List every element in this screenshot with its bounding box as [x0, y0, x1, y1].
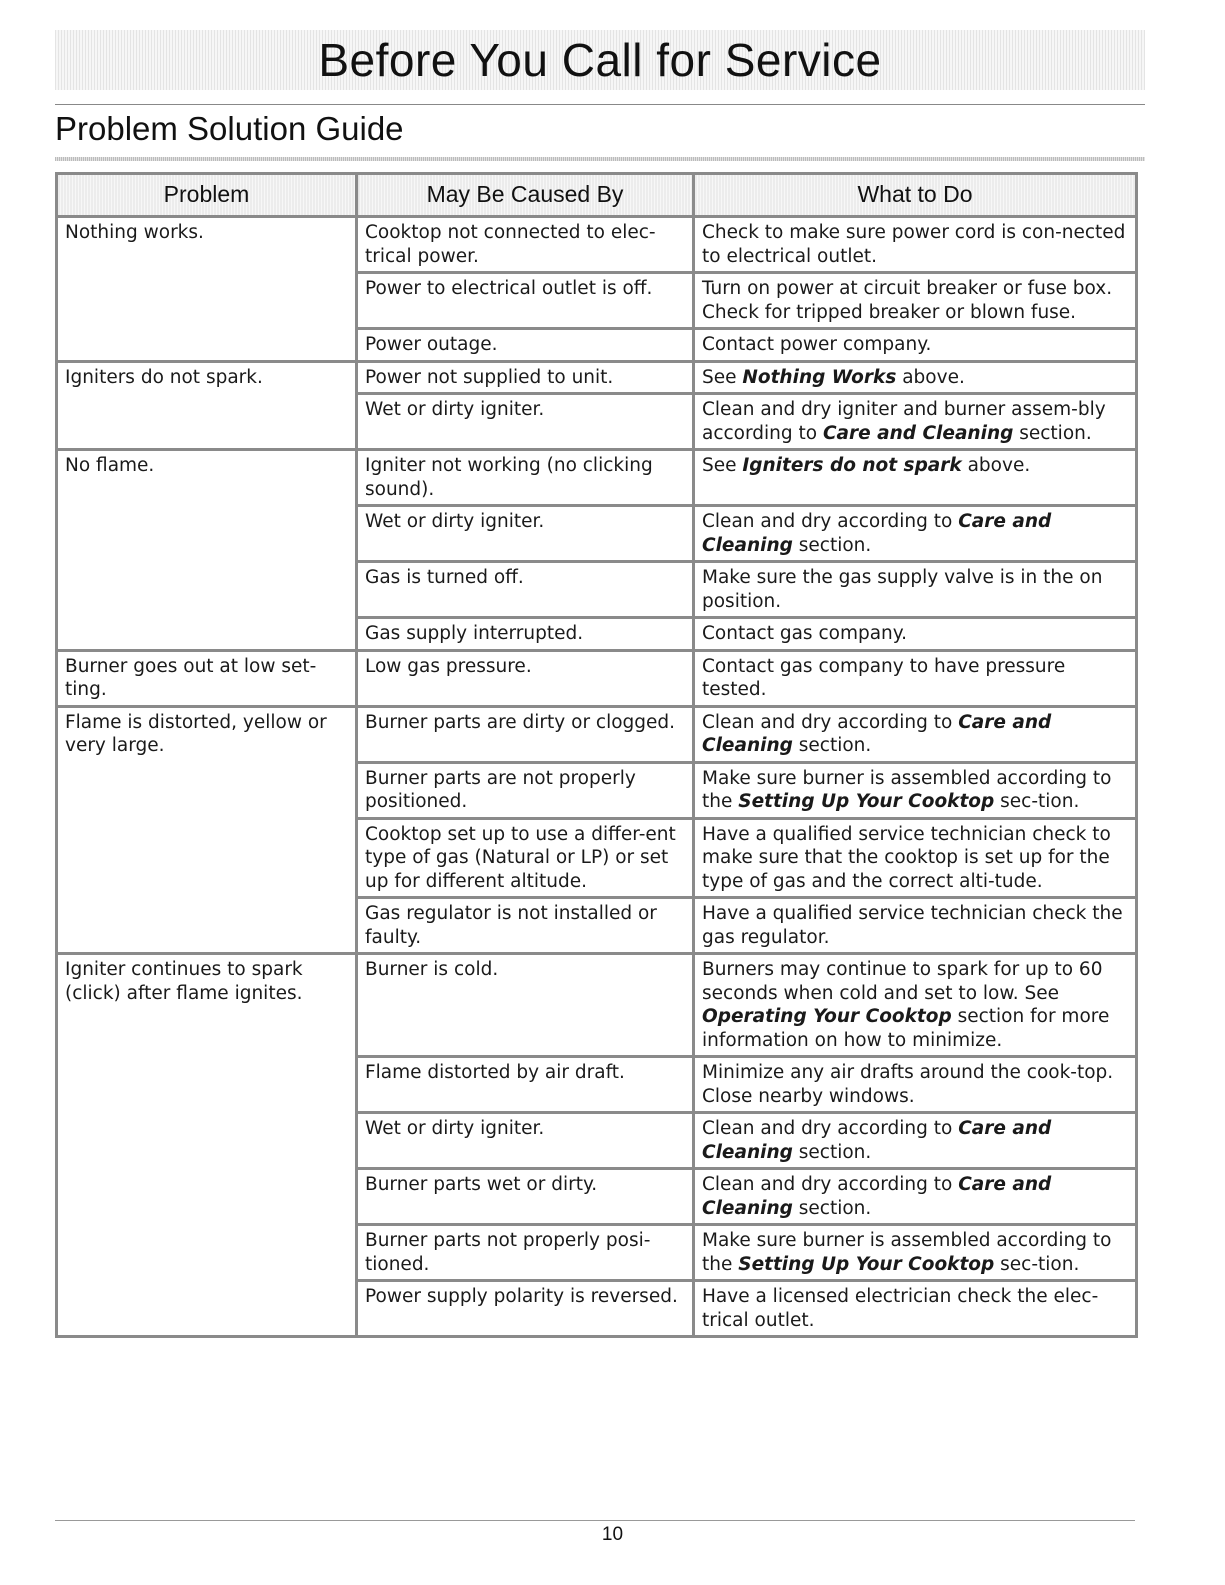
action-text: Minimize any air drafts around the cook-top. Close nearby windows. — [702, 1062, 1114, 1107]
action-text: Clean and dry igniter and burner assem-bly according to — [702, 399, 1106, 444]
action-text: Have a qualified service technician check to make sure that the cooktop is set up for the type of gas and the correct alti-tude. — [702, 823, 1111, 892]
page-banner — [55, 30, 1145, 90]
cause-cell: Power not supplied to unit. — [357, 361, 694, 394]
action-text: sec-tion. — [994, 791, 1080, 812]
problem-cell: Flame is distorted, yellow or very large. — [57, 706, 357, 954]
action-text: section. — [792, 1197, 872, 1219]
action-text: Make sure burner is assembled according to the — [702, 1230, 1112, 1275]
action-text: above. — [961, 455, 1031, 476]
action-text: section. — [792, 1141, 872, 1163]
action-text: Burners may continue to spark for up to 60 seconds when cold and set to low. See — [702, 959, 1103, 1004]
cause-cell: Burner is cold. — [357, 954, 694, 1057]
action-cell — [694, 506, 1137, 562]
section-reference: Care and Cleaning — [702, 1118, 1052, 1163]
section-reference: Care and Cleaning — [702, 711, 1052, 756]
action-cell — [694, 450, 1137, 506]
header-cause: May Be Caused By — [357, 174, 694, 217]
cause-cell: Power outage. — [357, 329, 694, 362]
table-row — [57, 450, 1137, 506]
section-rule-bottom — [55, 157, 1145, 161]
problem-solution-table — [55, 172, 1138, 1338]
header-action: What to Do — [694, 174, 1137, 217]
action-cell — [694, 1225, 1137, 1281]
table-body — [57, 217, 1137, 1337]
section-reference: Nothing Works — [742, 366, 897, 388]
action-text: Clean and dry according to — [702, 1174, 959, 1195]
action-text: Turn on power at circuit breaker or fuse box. Check for tripped breaker or blown fuse. — [702, 278, 1113, 323]
cause-cell: Gas is turned off. — [357, 562, 694, 618]
cause-cell: Burner parts are not properly positioned. — [357, 762, 694, 818]
action-cell — [694, 1281, 1137, 1337]
action-text: Have a licensed electrician check the elec-trical outlet. — [702, 1286, 1099, 1331]
action-cell — [694, 1113, 1137, 1169]
section-reference: Care and Cleaning — [702, 511, 1052, 556]
table-row — [57, 706, 1137, 762]
table-row — [57, 954, 1137, 1057]
footer-rule — [55, 1520, 1135, 1521]
section-rule-top — [55, 104, 1145, 105]
cause-cell: Cooktop set up to use a differ-ent type of gas (Natural or LP) or set up for different altitude. — [357, 818, 694, 898]
section-reference: Setting Up Your Cooktop — [738, 791, 995, 812]
cause-cell: Burner parts not properly posi-tioned. — [357, 1225, 694, 1281]
section-reference: Igniters do not spark — [742, 455, 962, 476]
table-header-row — [57, 174, 1137, 217]
action-text: Clean and dry according to — [702, 711, 959, 733]
action-text: section. — [1013, 422, 1092, 444]
action-cell — [694, 329, 1137, 362]
problem-cell: Igniters do not spark. — [57, 361, 357, 450]
action-cell — [694, 954, 1137, 1057]
action-text: Contact gas company. — [702, 623, 907, 644]
cause-cell: Wet or dirty igniter. — [357, 506, 694, 562]
cause-cell: Burner parts wet or dirty. — [357, 1169, 694, 1225]
action-text: section for more information on how to minimize. — [702, 1006, 1110, 1051]
cause-cell: Gas regulator is not installed or faulty. — [357, 898, 694, 954]
action-text: Make sure the gas supply valve is in the on position. — [702, 567, 1103, 612]
action-cell — [694, 898, 1137, 954]
table-row — [57, 650, 1137, 706]
cause-cell: Wet or dirty igniter. — [357, 394, 694, 450]
cause-cell: Cooktop not connected to elec-trical power. — [357, 217, 694, 273]
action-text: section. — [792, 735, 872, 756]
action-text: Clean and dry according to — [702, 1118, 959, 1139]
action-cell — [694, 394, 1137, 450]
action-cell — [694, 1057, 1137, 1113]
action-text: above. — [896, 366, 965, 388]
action-cell — [694, 1169, 1137, 1225]
action-cell — [694, 818, 1137, 898]
section-reference: Care and Cleaning — [702, 1174, 1052, 1219]
header-problem: Problem — [57, 174, 357, 217]
action-text: Contact power company. — [702, 334, 932, 355]
cause-cell: Igniter not working (no clicking sound). — [357, 450, 694, 506]
problem-cell: Igniter continues to spark (click) after flame ignites. — [57, 954, 357, 1337]
cause-cell: Power to electrical outlet is off. — [357, 273, 694, 329]
table-row — [57, 217, 1137, 273]
cause-cell: Burner parts are dirty or clogged. — [357, 706, 694, 762]
problem-cell: Burner goes out at low set-ting. — [57, 650, 357, 706]
action-text: sec-tion. — [994, 1253, 1080, 1275]
action-cell — [694, 762, 1137, 818]
action-text: See — [702, 366, 743, 388]
section-title: Problem Solution Guide — [55, 110, 404, 147]
page-number: 10 — [601, 1524, 624, 1545]
action-cell — [694, 562, 1137, 618]
action-cell — [694, 217, 1137, 273]
action-text: Clean and dry according to — [702, 511, 959, 532]
action-text: Have a qualified service technician check the gas regulator. — [702, 903, 1123, 948]
action-cell — [694, 361, 1137, 394]
section-reference: Care and Cleaning — [822, 422, 1014, 444]
cause-cell: Flame distorted by air draft. — [357, 1057, 694, 1113]
section-reference: Operating Your Cooktop — [702, 1006, 952, 1027]
action-cell — [694, 618, 1137, 651]
action-cell — [694, 706, 1137, 762]
problem-cell: No flame. — [57, 450, 357, 651]
cause-cell: Power supply polarity is reversed. — [357, 1281, 694, 1337]
banner-title: Before You Call for Service — [318, 34, 882, 86]
action-text: Contact gas company to have pressure tested. — [702, 655, 1066, 700]
action-text: Check to make sure power cord is con-nected to electrical outlet. — [702, 222, 1126, 267]
action-text: section. — [792, 534, 872, 556]
cause-cell: Wet or dirty igniter. — [357, 1113, 694, 1169]
action-cell — [694, 273, 1137, 329]
table-row — [57, 361, 1137, 394]
problem-cell: Nothing works. — [57, 217, 357, 362]
action-text: Make sure burner is assembled according to the — [702, 767, 1112, 812]
action-text: See — [702, 455, 743, 476]
action-cell — [694, 650, 1137, 706]
section-reference: Setting Up Your Cooktop — [738, 1253, 995, 1275]
cause-cell: Gas supply interrupted. — [357, 618, 694, 651]
cause-cell: Low gas pressure. — [357, 650, 694, 706]
